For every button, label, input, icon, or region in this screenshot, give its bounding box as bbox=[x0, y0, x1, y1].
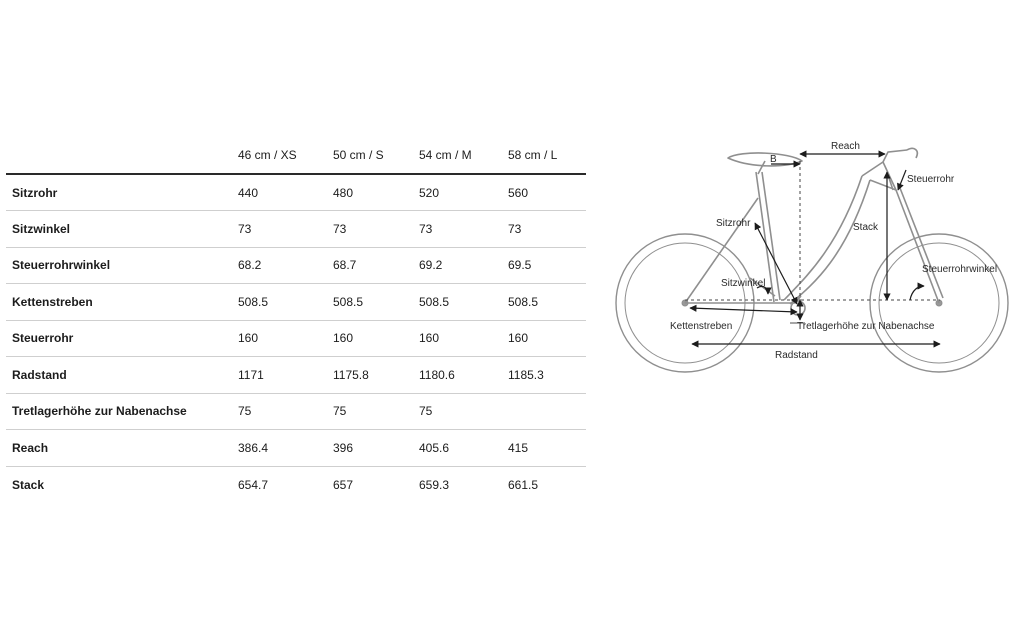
value-cell: 160 bbox=[508, 331, 529, 346]
value-cell: 520 bbox=[419, 185, 440, 200]
table-row bbox=[6, 466, 586, 503]
label-sitzrohr: Sitzrohr bbox=[716, 218, 751, 229]
value-cell: 386.4 bbox=[238, 440, 269, 455]
value-cell: 659.3 bbox=[419, 477, 450, 492]
value-cell: 68.2 bbox=[238, 258, 262, 273]
label-b: B bbox=[770, 154, 777, 165]
value-cell: 657 bbox=[333, 477, 354, 492]
value-cell: 1180.6 bbox=[419, 367, 455, 382]
value-cell: 75 bbox=[333, 404, 347, 419]
label-reach: Reach bbox=[831, 141, 860, 152]
value-cell: 160 bbox=[238, 331, 259, 346]
value-cell: 1185.3 bbox=[508, 367, 544, 382]
label-steuerrohr: Steuerrohr bbox=[907, 174, 955, 185]
label-steuerrohrwinkel: Steuerrohrwinkel bbox=[922, 264, 998, 275]
value-cell: 440 bbox=[238, 185, 259, 200]
row-label: Radstand bbox=[12, 367, 67, 382]
header-cell: 50 cm / S bbox=[333, 148, 384, 162]
value-cell: 73 bbox=[333, 221, 347, 236]
value-cell: 73 bbox=[419, 221, 433, 236]
table-row bbox=[6, 357, 586, 394]
value-cell: 415 bbox=[508, 440, 529, 455]
row-label: Tretlagerhöhe zur Nabenachse bbox=[12, 404, 187, 419]
header-cell bbox=[6, 137, 238, 174]
value-cell: 396 bbox=[333, 440, 354, 455]
value-cell: 73 bbox=[238, 221, 252, 236]
label-stack: Stack bbox=[853, 222, 879, 233]
row-label: Reach bbox=[12, 440, 49, 455]
value-cell: 508.5 bbox=[419, 294, 450, 309]
label-kettenstreben: Kettenstreben bbox=[670, 321, 733, 332]
row-label: Sitzwinkel bbox=[12, 221, 71, 236]
value-cell: 654.7 bbox=[238, 477, 269, 492]
row-label: Steuerrohr bbox=[12, 331, 74, 346]
table-row bbox=[6, 247, 586, 284]
header-cell: 54 cm / M bbox=[419, 148, 472, 162]
value-cell: 69.2 bbox=[419, 258, 443, 273]
value-cell: 1175.8 bbox=[333, 367, 369, 382]
value-cell: 405.6 bbox=[419, 440, 450, 455]
value-cell bbox=[508, 393, 586, 430]
table-row bbox=[6, 320, 586, 357]
label-radstand: Radstand bbox=[775, 350, 818, 361]
header-cell: 46 cm / XS bbox=[238, 148, 297, 162]
value-cell: 69.5 bbox=[508, 258, 532, 273]
value-cell: 75 bbox=[238, 404, 252, 419]
value-cell: 480 bbox=[333, 185, 354, 200]
table-row bbox=[6, 211, 586, 248]
table-header-row bbox=[6, 137, 586, 174]
table-row bbox=[6, 393, 586, 430]
guide-lines bbox=[685, 161, 940, 313]
bike-geometry-diagram bbox=[600, 128, 1020, 388]
value-cell: 560 bbox=[508, 185, 529, 200]
value-cell: 160 bbox=[419, 331, 440, 346]
row-label: Steuerrohrwinkel bbox=[12, 258, 111, 273]
value-cell: 508.5 bbox=[333, 294, 364, 309]
value-cell: 661.5 bbox=[508, 477, 539, 492]
row-label: Kettenstreben bbox=[12, 294, 93, 309]
table-row bbox=[6, 284, 586, 321]
row-label: Stack bbox=[12, 477, 45, 492]
table-row bbox=[6, 174, 586, 211]
value-cell: 160 bbox=[333, 331, 354, 346]
value-cell: 1171 bbox=[238, 367, 264, 382]
table-row bbox=[6, 430, 586, 467]
row-label: Sitzrohr bbox=[12, 185, 58, 200]
value-cell: 508.5 bbox=[238, 294, 269, 309]
header-cell: 58 cm / L bbox=[508, 148, 558, 162]
value-cell: 73 bbox=[508, 221, 522, 236]
value-cell: 508.5 bbox=[508, 294, 539, 309]
value-cell: 75 bbox=[419, 404, 433, 419]
label-tretlager: Tretlagerhöhe zur Nabenachse bbox=[797, 321, 935, 332]
geometry-table bbox=[6, 137, 586, 503]
value-cell: 68.7 bbox=[333, 258, 357, 273]
label-sitzwinkel: Sitzwinkel bbox=[721, 278, 766, 289]
